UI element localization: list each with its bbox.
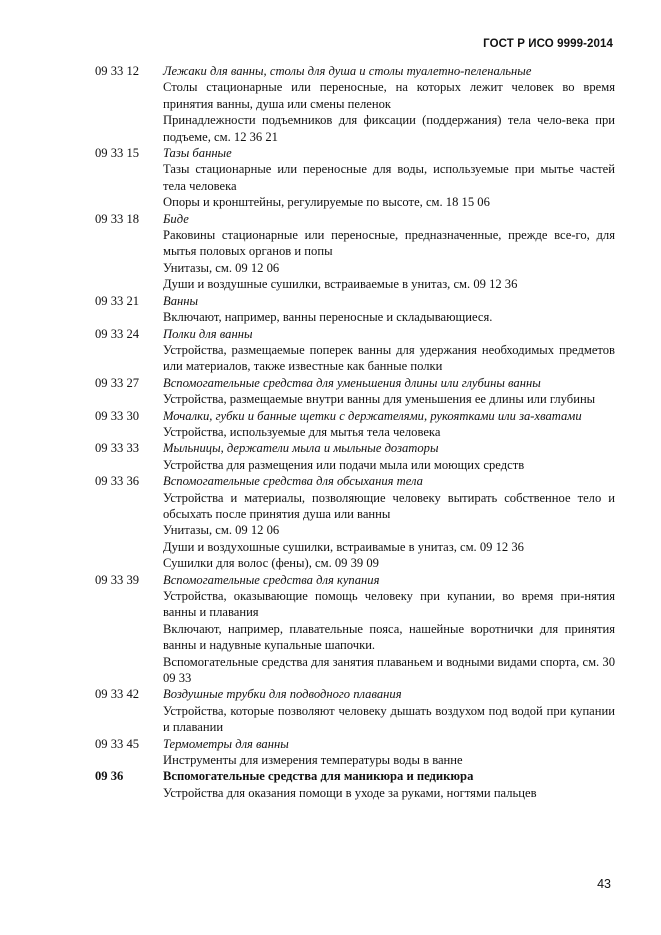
entry-09-33-18 [95,211,615,293]
entry-title: Вспомогательные средства для маникюра и педикюра [163,769,474,784]
entry-body [163,63,615,145]
entry-09-33-21 [95,293,615,326]
entry-description: Устройства для оказания помощи в уходе за руками, ногтями пальцев [163,785,537,800]
entry-description: Столы стационарные или переносные, на которых лежит человек во время принятия ванны, душа или смены пеленок [163,80,615,111]
entry-description: Включают, например, плавательные пояса, нашейные воротнички для принятия ванны и надувные купальные шапочки. [163,621,615,653]
entry-body [163,440,615,473]
entry-description: Опоры и кронштейны, регулируемые по высоте, см. 18 15 06 [163,195,490,210]
entry-description: Устройства, размещаемые поперек ванны для удержания необходимых предметов или материалов, также известные как банные полки [163,342,615,374]
entry-body [163,473,615,571]
entry-title: Тазы банные [163,146,232,161]
entry-description: Инструменты для измерения температуры воды в ванне [163,753,463,768]
entry-code: 09 33 12 [95,64,140,78]
entry-body [163,326,615,375]
page-number: 43 [597,877,611,891]
entry-code: 09 33 24 [95,326,140,341]
entry-09-33-27 [95,375,615,408]
entry-body [163,293,615,326]
entry-09-33-33 [95,440,615,473]
entry-description: Раковины стационарные или переносные, предназначенные, прежде все-го, для мытья половых органов и попы [163,228,615,259]
entry-body [163,768,615,801]
entry-description: Устройства, используемые для мытья тела человека [163,424,441,439]
entry-09-33-12 [95,63,615,145]
entry-code: 09 33 36 [95,474,140,489]
entry-title: Воздушные трубки для подводного плавания [163,687,402,702]
entry-title: Полки для ванны [163,326,253,341]
entry-09-33-15 [95,145,615,211]
entry-body [163,408,615,441]
entry-description: Устройства, размещаемые внутри ванны для уменьшения ее длины или глубины [163,392,596,407]
entry-body [163,375,615,408]
entry-title: Вспомогательные средства для купания [163,572,380,587]
entry-title: Термометры для ванны [163,736,289,751]
entry-description: Души и воздушные сушилки, встраиваемые в унитаз, см. 09 12 36 [163,277,518,292]
entry-description: Включают, например, ванны переносные и складывающиеся. [163,310,493,325]
entry-09-33-30 [95,408,615,441]
entry-title: Ванны [163,293,199,308]
entry-description: Сушилки для волос (фены), см. 09 39 09 [163,556,379,571]
entry-body [163,572,615,687]
entry-09-33-24 [95,326,615,375]
entry-description: Унитазы, см. 09 12 06 [163,523,280,538]
entry-code: 09 33 42 [95,687,140,702]
entry-description: Устройства для размещения или подачи мыла или моющих средств [163,457,525,472]
entry-title: Вспомогательные средства для уменьшения длины или глубины ванны [163,375,541,390]
entry-code: 09 33 33 [95,441,140,456]
entry-title: Мочалки, губки и банные щетки с держателями, рукоятками или за-хватами [163,408,582,423]
entry-title: Вспомогательные средства для обсыхания тела [163,474,423,489]
entry-code: 09 36 [95,769,124,784]
entry-code: 09 33 21 [95,293,140,308]
entry-body [163,211,615,293]
entry-description: Устройства, которые позволяют человеку дышать воздухом под водой при купании и плавании [163,703,615,735]
entry-body [163,145,615,211]
entry-title: Лежаки для ванны, столы для душа и столы туалетно-пеленальные [163,64,532,78]
classification-list [95,63,615,801]
entry-title: Биде [163,211,189,226]
entry-description: Унитазы, см. 09 12 06 [163,260,280,275]
entry-description: Вспомогательные средства для занятия плаваньем и водными видами спорта, см. 30 09 33 [163,654,615,686]
entry-body [163,736,615,769]
entry-code: 09 33 45 [95,736,140,751]
entry-code: 09 33 15 [95,146,140,161]
entry-code: 09 33 30 [95,408,140,423]
entry-09-36 [95,768,615,801]
entry-09-33-39 [95,572,615,687]
entry-description: Тазы стационарные или переносные для воды, используемые при мытье частей тела человека [163,162,615,193]
entry-code: 09 33 39 [95,572,140,587]
entry-09-33-36 [95,473,615,571]
page-header: ГОСТ Р ИСО 9999-2014 [483,38,613,50]
entry-description: Устройства, оказывающие помощь человеку при купании, во время при-нятия ванны и плавания [163,589,615,620]
entry-09-33-45 [95,736,615,769]
entry-title: Мыльницы, держатели мыла и мыльные дозаторы [163,441,439,456]
entry-code: 09 33 18 [95,211,140,226]
entry-description: Устройства и материалы, позволяющие человеку вытирать собственное тело и обсыхать после принятия душа или ванны [163,490,615,521]
entry-body [163,686,615,735]
entry-09-33-42 [95,686,615,735]
entry-code: 09 33 27 [95,375,140,390]
entry-description: Принадлежности подъемников для фиксации (поддержания) тела чело-века при подъеме, см. 12 36 21 [163,113,615,144]
entry-description: Души и воздухошные сушилки, встраивамые в унитаз, см. 09 12 36 [163,539,524,554]
